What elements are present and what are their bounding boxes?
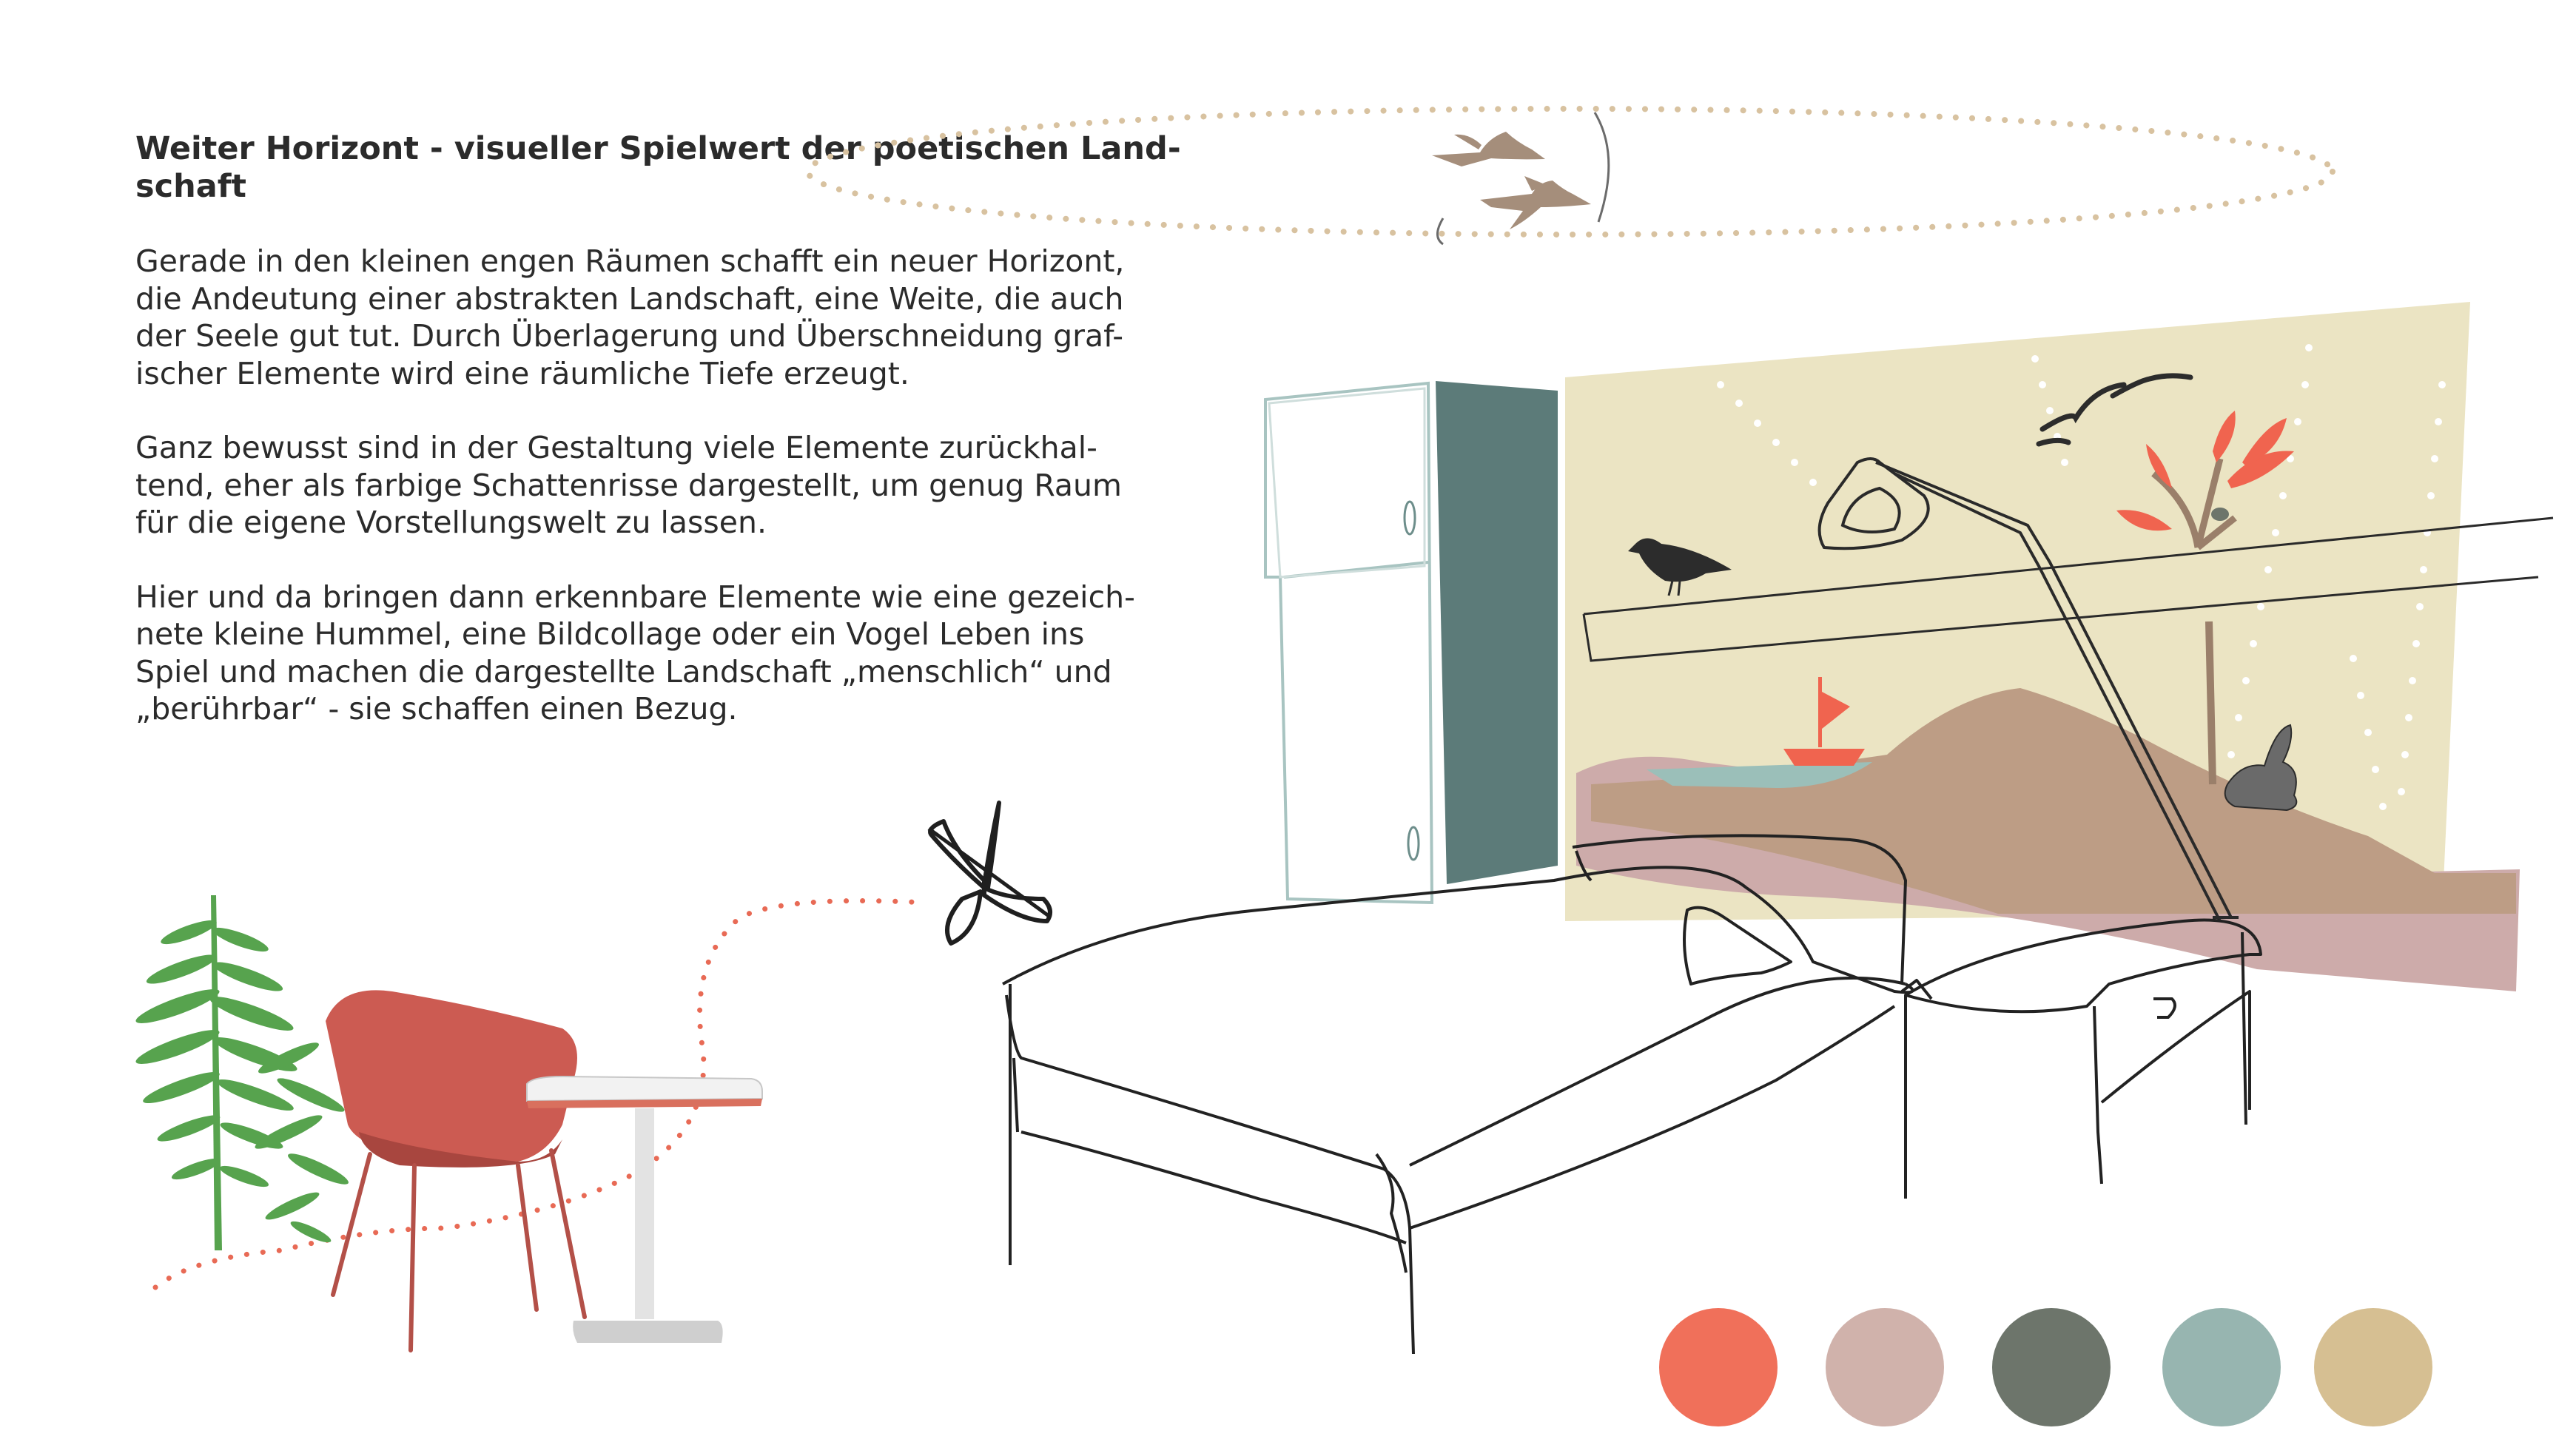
wardrobe-door [1436,381,1558,884]
dotted-ellipse [808,109,2333,235]
swatch-dusty-rose [1826,1308,1944,1426]
crane-circle-arc [1438,112,1609,244]
paragraph-shadows: Ganz bewusst sind in der Gestaltung viele Elemente zurückhal- tend, eher als farbige Schattenrisse dargestellt, um genug Raum für die eigene Vorstellungswelt zu lassen. [135,430,1122,540]
wardrobe-icon [1265,381,1558,903]
page-title: Weiter Horizont - visueller Spielwert der poetischen Land- schaft [135,130,1181,205]
crane-pair-icon [1432,132,1591,229]
paragraph-elements: Hier und da bringen dann erkennbare Elemente wie eine gezeich- nete kleine Hummel, eine Bildcollage oder ein Vogel Leben ins Spiel und machen die dargestellte Landschaft „menschlich“ und „berührbar“ - sie schaffen einen Bezug. [135,579,1135,727]
color-palette [1659,1308,2436,1434]
fern-icon [133,895,352,1250]
butterfly-icon [929,803,1051,943]
wardrobe-outline [1265,383,1432,903]
cranes-ellipse-group [808,109,2333,244]
swatch-sage-blue [2162,1308,2281,1426]
chair-icon [326,990,585,1350]
paragraph-intro: Gerade in den kleinen engen Räumen schafft ein neuer Horizont, die Andeutung einer abstrakten Landschaft, eine Weite, die auch der Seele gut tut. Durch Überlagerung und Überschneidung graf- ischer Elemente wird eine räumliche Tiefe erzeugt. [135,243,1125,391]
swatch-sand [2314,1308,2432,1426]
nightstand-icon [1906,920,2261,1199]
swatch-slate-green [1992,1308,2111,1426]
swatch-coral [1659,1308,1778,1426]
